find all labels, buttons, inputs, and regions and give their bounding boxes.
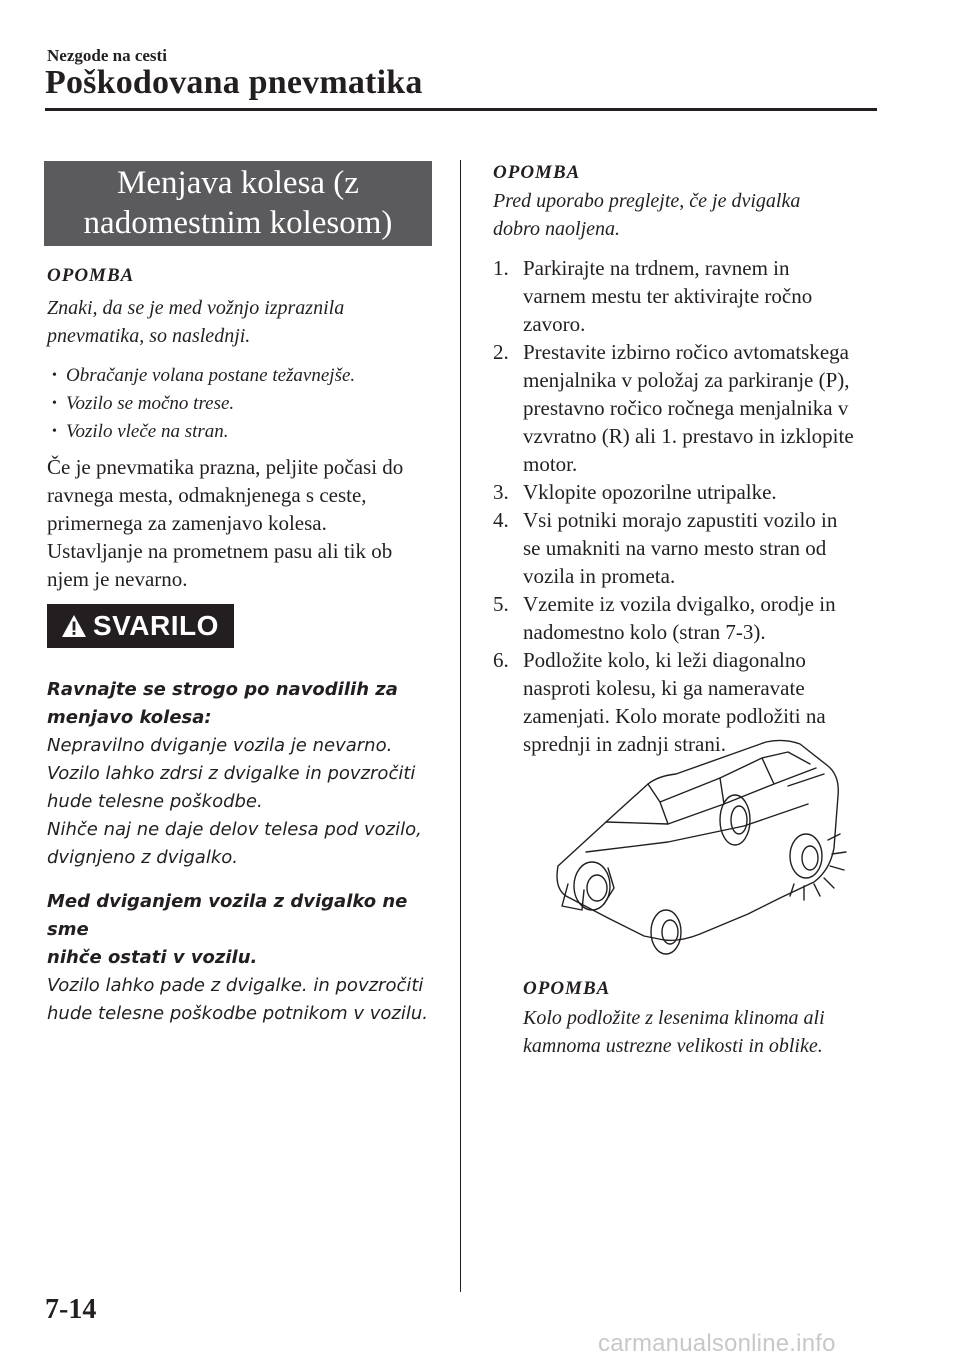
note-line: pnevmatika, so naslednji. [47,325,251,347]
warning-line: dvignjeno z dvigalko. [47,847,238,868]
note-label: OPOMBA [493,162,581,183]
warning-badge [47,604,234,648]
step-line: Podložite kolo, ki leži diagonalno [523,648,806,672]
warning-line: hude telesne poškodbe. [47,791,263,812]
paragraph-line: ravnega mesta, odmaknjenega s ceste, [47,483,367,507]
note-line: Kolo podložite z lesenima klinoma ali [523,1007,825,1029]
step-number: 3. [493,480,509,504]
step-line: motor. [523,452,578,476]
warning-line: Nepravilno dviganje vozila je nevarno. [47,735,393,756]
note-line: kamnoma ustrezne velikosti in oblike. [523,1035,823,1057]
warning-line: Vozilo lahko zdrsi z dvigalke in povzročiti [47,763,416,784]
procedure-step [493,254,888,338]
paragraph-line: Ustavljanje na prometnem pasu ali tik ob [47,539,393,563]
step-line: nasproti kolesu, ki ga nameravate [523,676,805,700]
warning-badge-label: SVARILO [93,610,219,641]
warning-block [47,676,447,872]
header-rule [45,108,877,111]
paragraph-line: njem je nevarno. [47,567,188,591]
step-line: zamenjati. Kolo morate podložiti na [523,704,826,728]
step-line: nadomestno kolo (stran 7-3). [523,620,766,644]
step-line: zavoro. [523,312,586,336]
list-item: • Vozilo se močno trese. [52,390,432,418]
warning-heading-line: menjavo kolesa: [47,707,212,728]
note-label: OPOMBA [47,265,135,286]
step-line: Vzemite iz vozila dvigalko, orodje in [523,592,836,616]
page-number: 7-14 [45,1294,97,1325]
list-item: • Vozilo vleče na stran. [52,418,432,446]
note-line: Znaki, da se je med vožnjo izpraznila [47,297,345,319]
step-line: vozila in prometa. [523,564,676,588]
warning-line: Vozilo lahko pade z dvigalke. in povzročiti [47,975,424,996]
warning-heading-line: Med dviganjem vozila z dvigalko ne sme [47,891,408,940]
list-item: • Obračanje volana postane težavnejše. [52,362,432,390]
column-divider [460,160,461,1292]
car-wheel-chock-illustration [548,738,848,968]
warning-line: Nihče naj ne daje delov telesa pod vozilo, [47,819,422,840]
step-line: sprednji in zadnji strani. [523,732,726,756]
note-text [493,187,873,243]
step-line: Parkirajte na trdnem, ravnem in [523,256,790,280]
warning-heading-line: nihče ostati v vozilu. [47,947,258,968]
step-line: Vklopite opozorilne utripalke. [523,480,777,504]
section-heading [44,161,432,246]
step-line: prestavno ročico ročnega menjalnika v [523,396,849,420]
paragraph-line: primernega za zamenjavo kolesa. [47,511,327,535]
warning-block [47,888,447,1028]
procedure-steps [493,254,888,758]
step-line: Prestavite izbirno ročico avtomatskega [523,340,849,364]
procedure-step [493,478,888,506]
step-number: 5. [493,592,509,616]
procedure-step [493,506,888,590]
step-number: 2. [493,340,509,364]
step-number: 6. [493,648,509,672]
step-number: 4. [493,508,509,532]
body-paragraph [47,453,442,593]
paragraph-line: Če je pnevmatika prazna, peljite počasi do [47,455,404,479]
warning-triangle-icon [61,614,87,638]
step-number: 1. [493,256,509,280]
warning-heading-line: Ravnajte se strogo po navodilih za [47,679,398,700]
section-label: Nezgode na cesti [47,46,167,65]
step-line: varnem mestu ter aktivirajte ročno [523,284,813,308]
page-title: Poškodovana pnevmatika [45,64,423,101]
step-line: se umakniti na varno mesto stran od [523,536,827,560]
warning-line: hude telesne poškodbe potnikom v vozilu. [47,1003,428,1024]
note-line: Pred uporabo preglejte, če je dvigalka [493,190,801,212]
figure-note-label: OPOMBA [523,978,611,999]
step-line: menjalnika v položaj za parkiranje (P), [523,368,850,392]
symptom-list [52,362,432,446]
section-heading-line: Menjava kolesa (z [117,165,359,201]
procedure-step [493,338,888,478]
note-line: dobro naoljena. [493,218,621,240]
section-heading-line: nadomestnim kolesom) [83,205,393,241]
figure-note-text [523,1004,883,1060]
step-line: Vsi potniki morajo zapustiti vozilo in [523,508,838,532]
step-line: vzvratno (R) ali 1. prestavo in izklopite [523,424,854,448]
procedure-step [493,590,888,646]
watermark: carmanualsonline.info [598,1330,836,1357]
note-text [47,294,427,350]
